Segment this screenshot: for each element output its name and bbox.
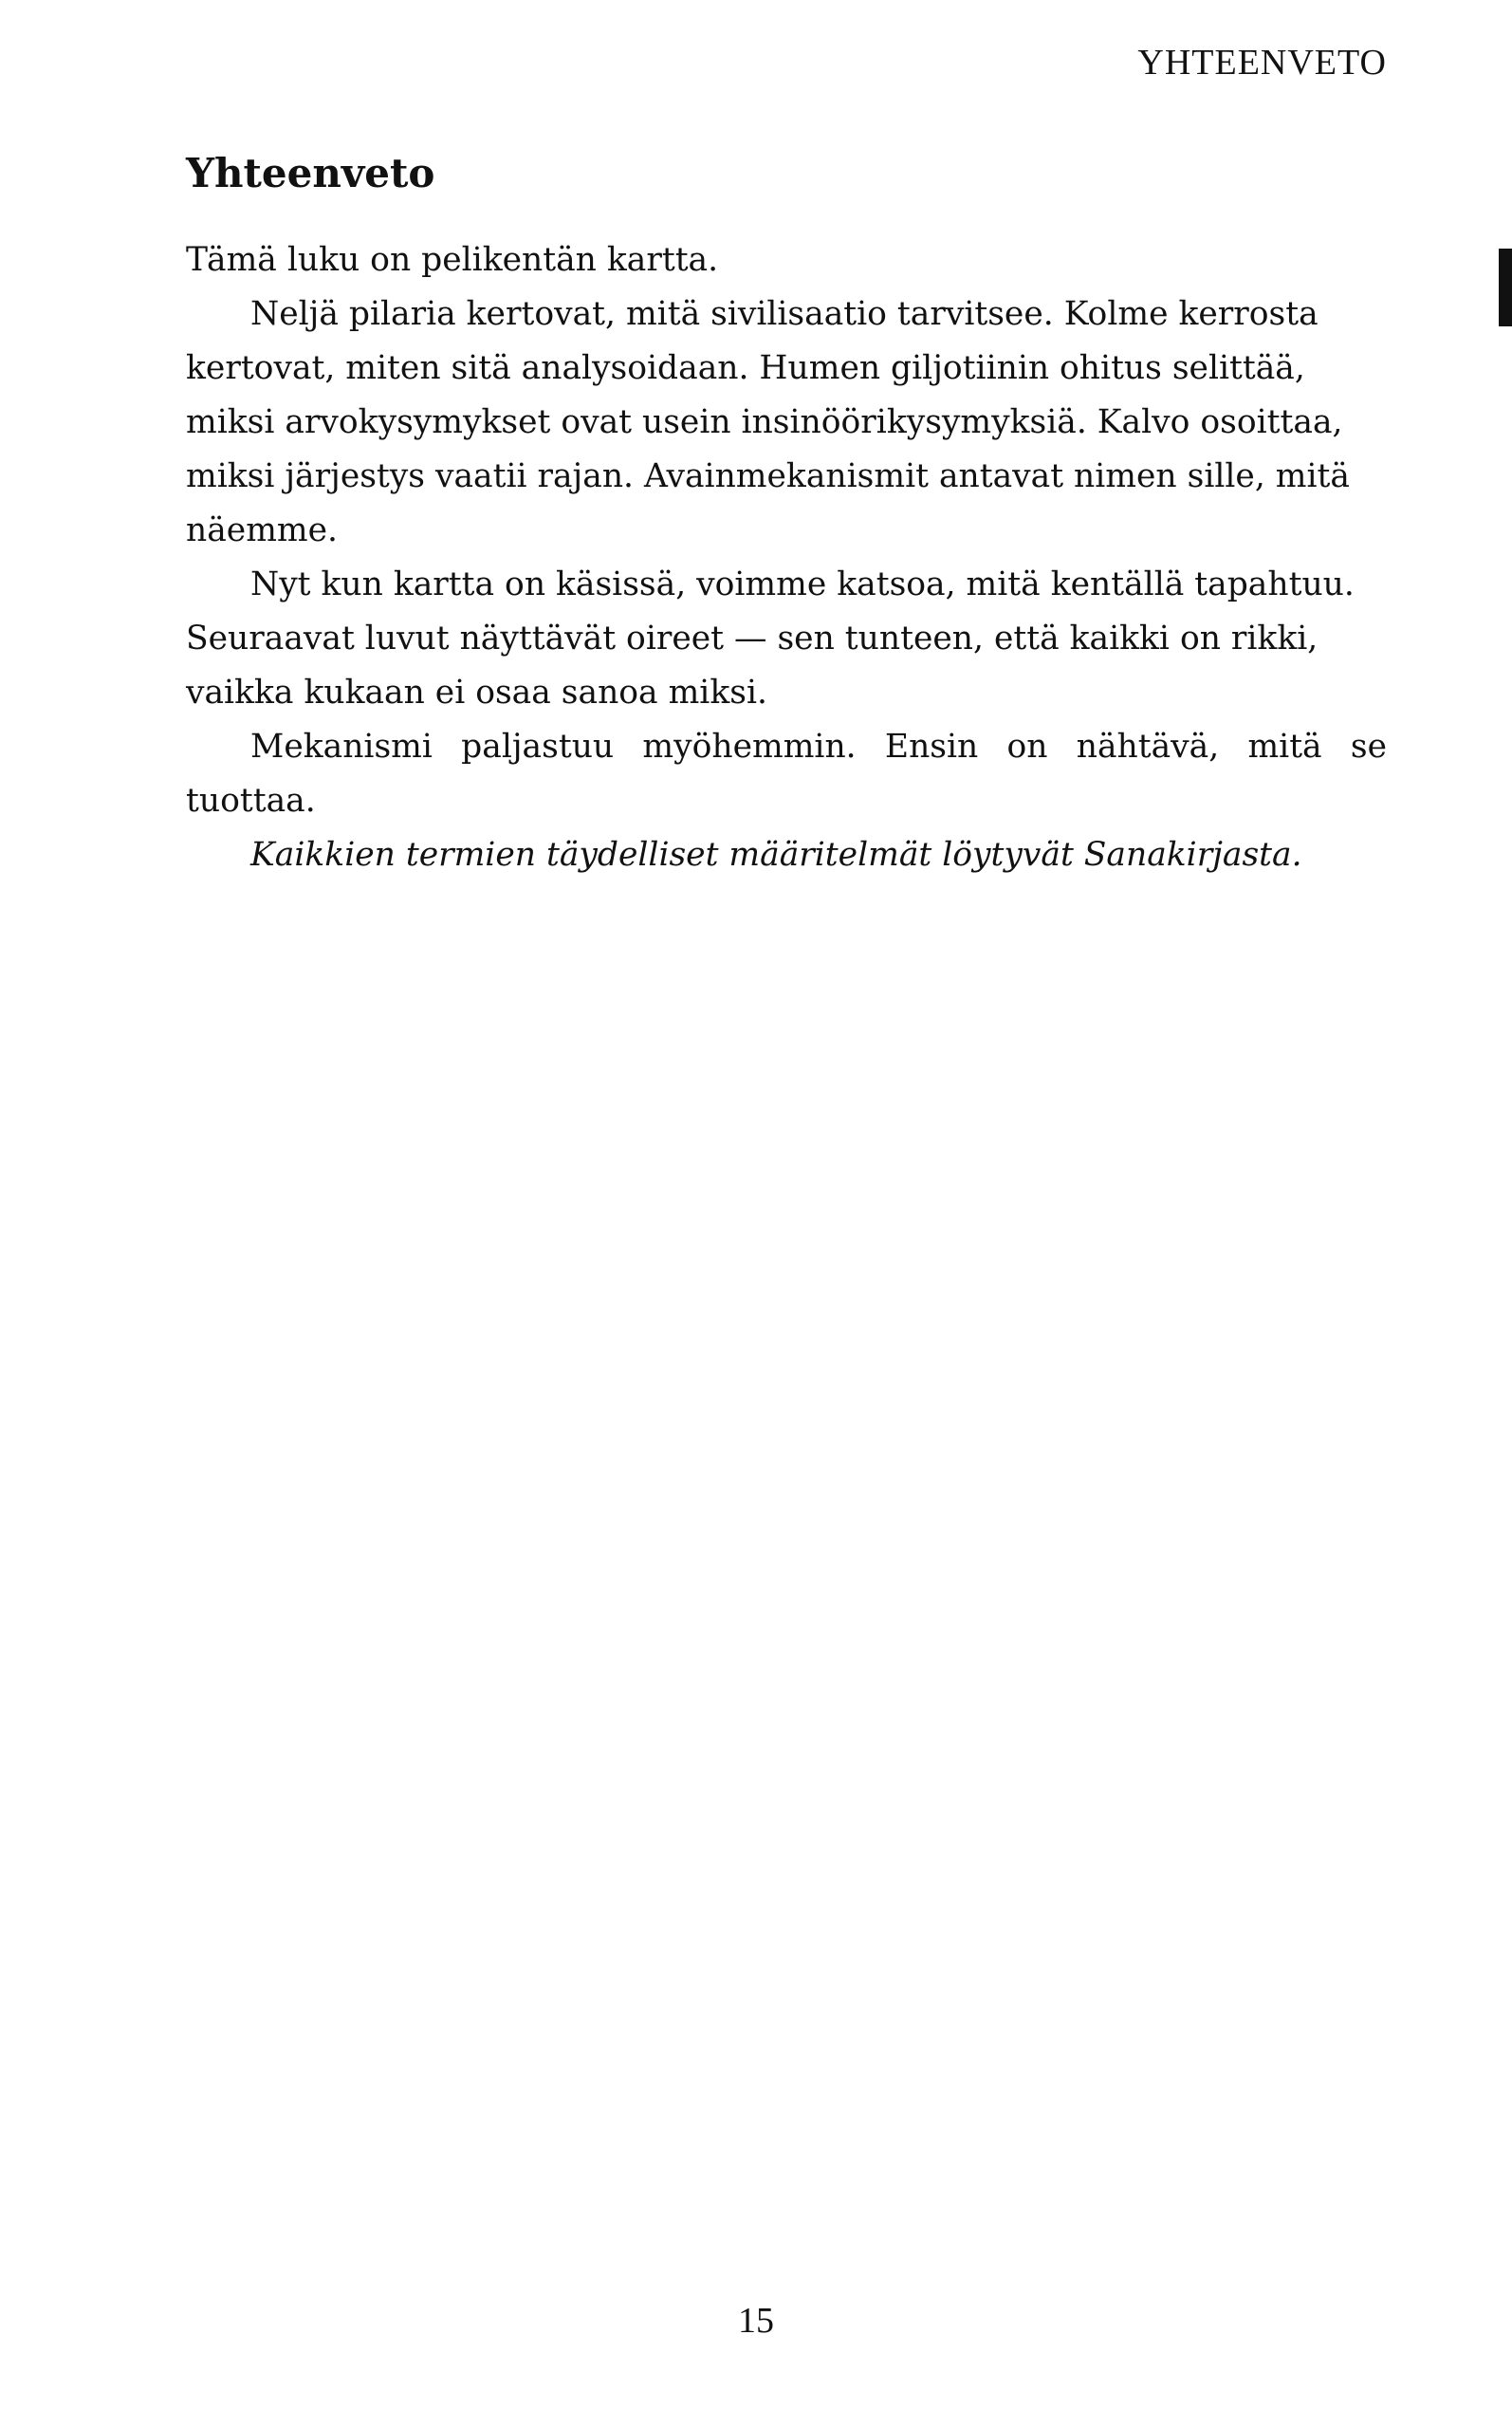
paragraph-4: Mekanismi paljastuu myöhemmin. Ensin on nähtävä, mitä se tuottaa.: [186, 728, 1387, 820]
page-number: 15: [738, 2301, 774, 2341]
paragraph-3: Nyt kun kartta on käsissä, voimme katsoa, mitä kentällä tapahtuu. Seuraavat luvut näyttävät oireet — sen tunteen, että kaikki on rikki, vaikka kukaan ei osaa sanoa miksi.: [186, 565, 1355, 712]
section-title: Yhteenveto: [186, 150, 435, 196]
paragraph-2: Neljä pilaria kertovat, mitä sivilisaatio tarvitsee. Kolme kerrosta kertovat, miten sitä analysoidaan. Humen giljotiinin ohitus selittää, miksi arvokysymykset ovat usein insinöörikysymyksiä. Kalvo osoittaa, miksi järjestys vaatii rajan. Avainmekanismit antavat nimen sille, mitä näemme.: [186, 295, 1350, 549]
running-head: YHTEENVETO: [1137, 43, 1387, 83]
page-content: [186, 142, 1387, 882]
chapter-thumb-tab: [1499, 249, 1512, 326]
paragraph-1: Tämä luku on pelikentän kartta.: [186, 241, 719, 279]
glossary-note: Kaikkien termien täydelliset määritelmät löytyvät Sanakirjasta.: [250, 836, 1302, 874]
